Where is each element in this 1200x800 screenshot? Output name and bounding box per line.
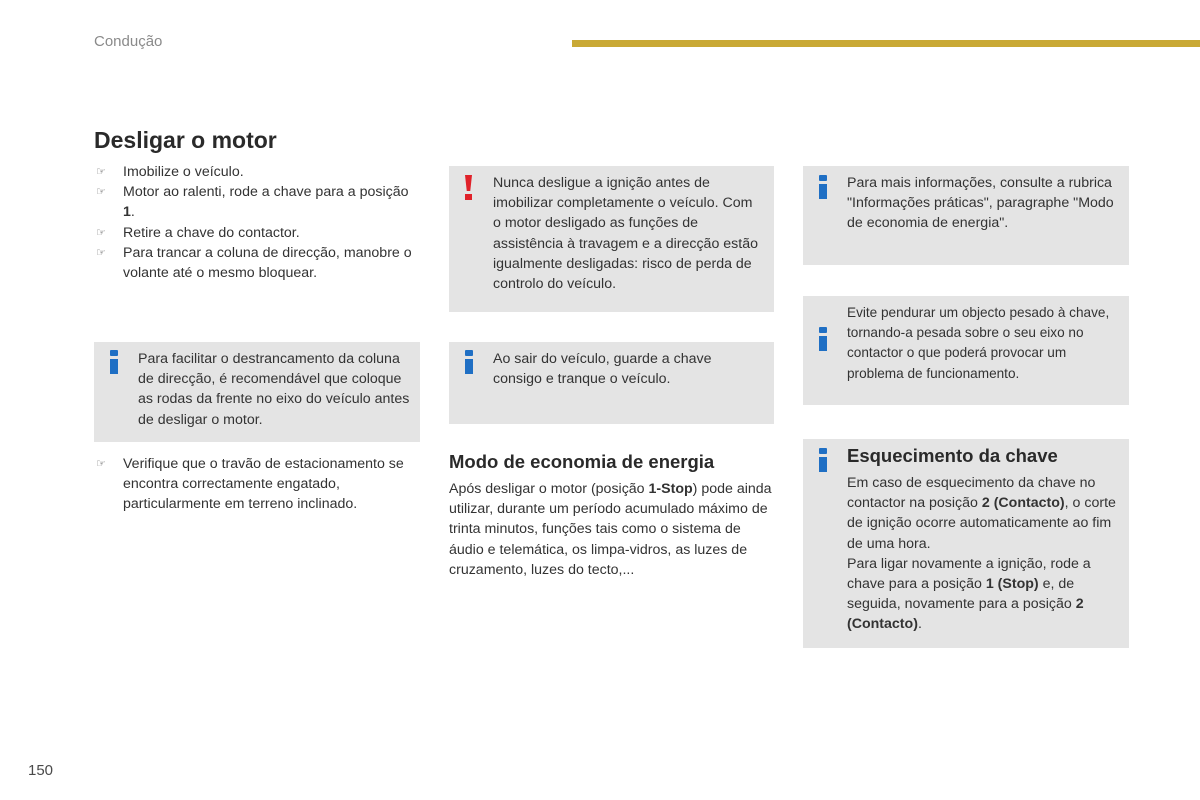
section-label: Condução [94,33,163,50]
info-box-heavy-object [803,296,1129,405]
header-accent-bar [572,40,1200,47]
info-text-steering: Para facilitar o destrancamento da coluna de direcção, é recomendável que coloque as rodas da frente no eixo do veículo antes de desligar o motor. [138,351,410,428]
steps-list [94,162,424,283]
pointing-finger-icon: ☞ [96,458,106,470]
page-number: 150 [28,762,54,779]
list-item: ☞ Imobilize o veículo. [96,164,244,180]
list-item: ☞ Motor ao ralenti, rode a chave para a posição 1. [96,184,409,221]
parking-brake-list [94,454,424,515]
info-box-more-info [803,166,1129,265]
list-item: ☞ Retire a chave do contactor. [96,224,300,241]
list-item: ☞ Para trancar a coluna de direcção, manobre o volante até o mesmo bloquear. [96,244,412,282]
warning-box-ignition [449,166,774,312]
info-box-steering [94,342,420,442]
pointing-finger-icon: ☞ [96,166,106,178]
energy-mode-title: Modo de economia de energia [449,451,715,472]
info-text-exit: Ao sair do veículo, guarde a chave consigo e tranque o veículo. [493,351,712,388]
info-text-more-info: Para mais informações, consulte a rubrica "Informações práticas", paragraphe "Modo de economia de energia". [847,175,1114,232]
info-text-heavy-object: Evite pendurar um objecto pesado à chave, tornando-a pesada sobre o seu eixo no contactor o que poderá provocar um problema de funcionamento. [847,305,1110,381]
key-forgotten-body: Em caso de esquecimento da chave no contactor na posição 2 (Contacto), o corte de ignição ocorre automaticamente ao fim de uma hora. Para ligar novamente a ignição, rode a chave para a posição 1 (Stop) e, de seguida, novamente para a posição 2 (Contacto). [847,475,1116,633]
pointing-finger-icon: ☞ [96,186,106,199]
pointing-finger-icon: ☞ [96,226,106,239]
energy-mode-body: Após desligar o motor (posição 1-Stop) pode ainda utilizar, durante um período acumulado máximo de trinta minutos, funções tais como o sistema de áudio e telemática, os limpa-vidros, as luzes de cruzamento, luzes do tecto,... [449,481,772,578]
warning-text-ignition: Nunca desligue a ignição antes de imobilizar completamente o veículo. Com o motor desligado as funções de assistência à travagem e a direcção estão igualmente desligadas: risco de perda de controlo do veículo. [493,175,758,293]
info-box-key-forgotten [803,439,1129,648]
info-box-exit [449,342,774,424]
list-item: ☞ Verifique que o travão de estacionamento se encontra correctamente engatado, particularmente em terreno inclinado. [96,456,404,513]
key-forgotten-title: Esquecimento da chave [847,445,1058,466]
pointing-finger-icon: ☞ [96,246,106,259]
page-title: Desligar o motor [94,127,277,153]
